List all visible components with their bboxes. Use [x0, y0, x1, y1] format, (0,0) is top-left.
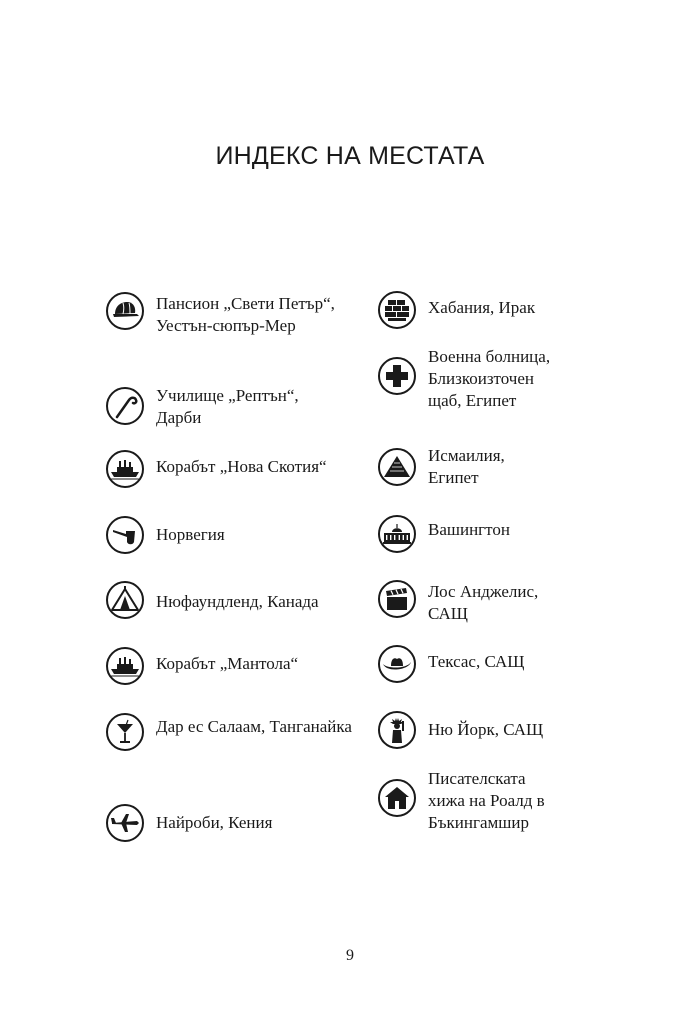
index-entry-label: Лос Анджелис, САЩ [428, 582, 539, 623]
index-entry-label: Найроби, Кения [156, 813, 273, 832]
page-title: ИНДЕКС НА МЕСТАТА [215, 142, 485, 170]
medical-cross-icon [378, 357, 416, 395]
hut-icon [378, 779, 416, 817]
airplane-icon [106, 804, 144, 842]
index-entry-label: Военна болница, Близкоизточен щаб, Египет [428, 347, 551, 410]
tent-icon [106, 581, 144, 619]
index-entry-label: Дар ес Салаам, Танганайка [156, 717, 352, 736]
page-number: 9 [346, 947, 354, 964]
index-entry-label: Вашингтон [428, 520, 510, 539]
cane-icon [106, 387, 144, 425]
index-entry-label: Норвегия [156, 525, 225, 544]
index-entry-label: Корабът „Мантола“ [156, 654, 299, 673]
cap-icon [106, 292, 144, 330]
index-entry-label: Ню Йорк, САЩ [428, 720, 544, 739]
pipe-icon [106, 516, 144, 554]
index-entry-label: Тексас, САЩ [428, 652, 525, 671]
bricks-icon [378, 291, 416, 329]
cocktail-icon [106, 713, 144, 751]
index-entry-label: Нюфаундленд, Канада [156, 592, 319, 611]
index-entry-label: Корабът „Нова Скотия“ [156, 457, 327, 476]
clapperboard-icon [378, 580, 416, 618]
capitol-icon [378, 515, 416, 553]
index-entry-label: Хабания, Ирак [428, 298, 536, 317]
index-entry-label: Пансион „Свети Петър“, Уестън-сюпър-Мер [156, 294, 335, 335]
ship-icon [106, 647, 144, 685]
ship-icon [106, 450, 144, 488]
pyramid-icon [378, 448, 416, 486]
cowboy-hat-icon [378, 645, 416, 683]
index-entry-label: Писателската хижа на Роалд в Бъкингамшир [428, 769, 545, 832]
index-entry-label: Училище „Рептън“, Дарби [156, 386, 299, 427]
statue-of-liberty-icon [378, 711, 416, 749]
index-entry-label: Исмаилия, Египет [428, 446, 505, 487]
